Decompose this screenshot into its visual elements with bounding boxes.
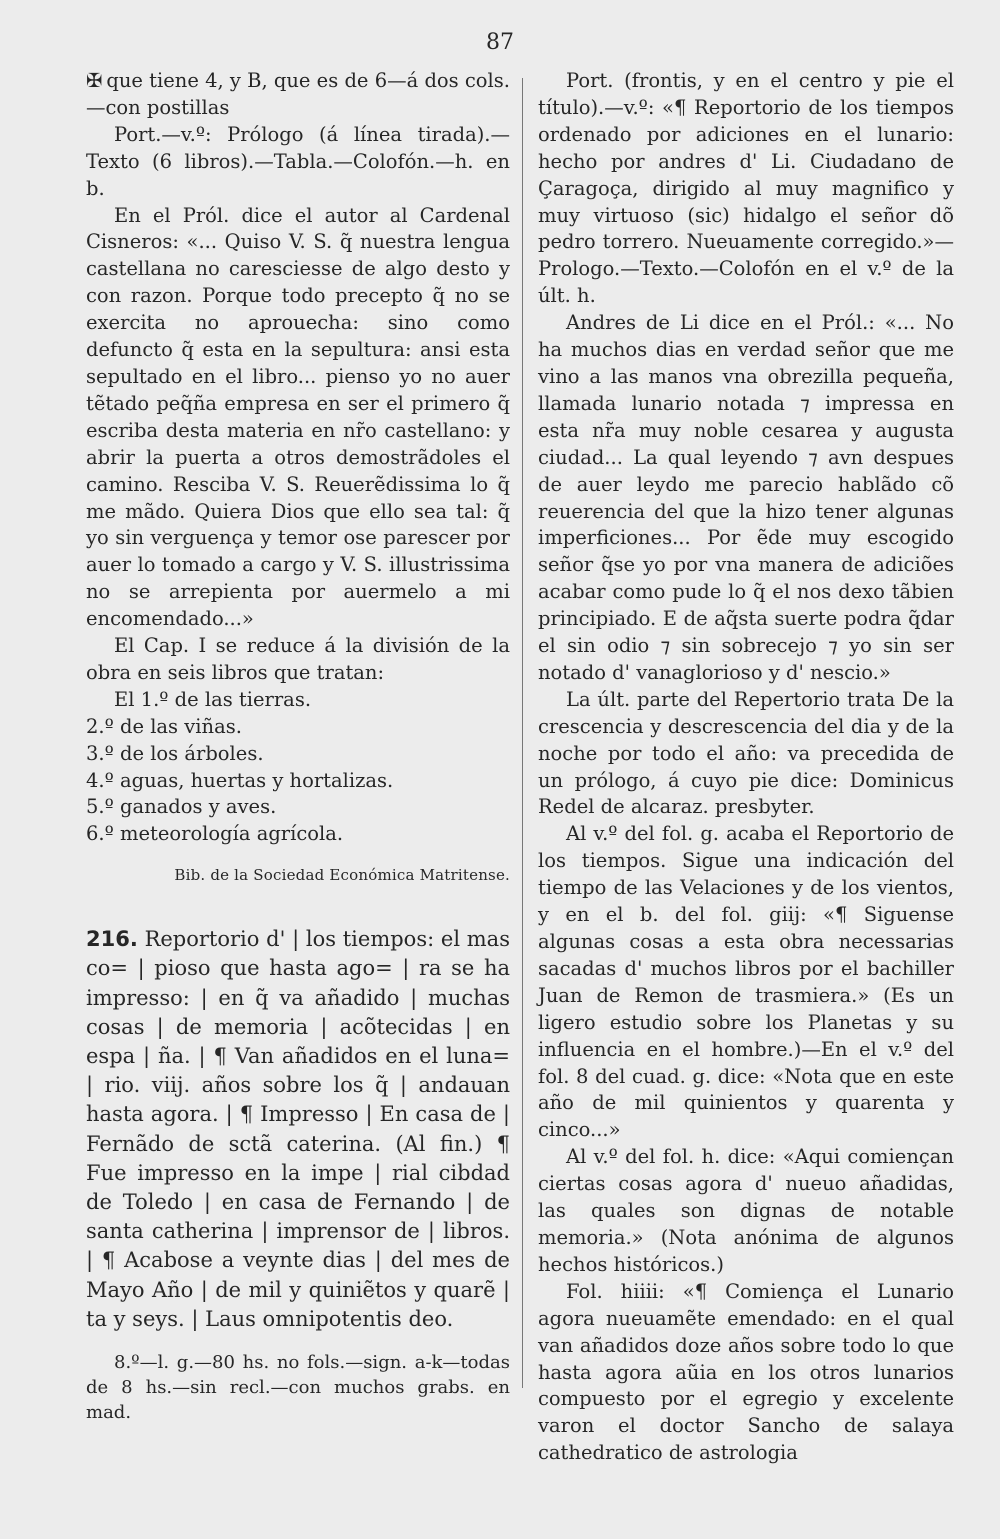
book-list-item: 5.º ganados y aves. xyxy=(86,795,277,819)
paragraph-continuation-text: que tiene 4, y B, que es de 6—á dos cols.—con postillas xyxy=(86,69,510,119)
paragraph-prologo-andres-de-li: Andres de Li dice en el Pról.: «... No ha muchos dias en verdad señor que me vino a las manos vna obrezilla pequeña, llamada lunario notada ⁊ impressa en esta nr̃a muy noble cesarea y augusta ciudad... La qual leyendo ⁊ avn despues de auer leydo me parecio hablãdo cõ reuerencia del que la hizo tener algunas imperficiones... Por ẽde muy escogido señor q̃se yo por vna manera de adiciões acabar como pude lo q̃ el nos dexo tãbien principiado. E de aq̃sta suerte podra q̃dar el sin odio ⁊ sin sobrecejo ⁊ yo sin ser notado d' vanaglorioso y d' nescio.» xyxy=(538,311,954,684)
book-list-item: El 1.º de las tierras. xyxy=(114,687,312,711)
entry-number: 216. xyxy=(86,927,138,952)
collation-note: 8.º—l. g.—80 hs. no fols.—sign. a-k—todas de 8 hs.—sin recl.—con muchos grabs. en mad. xyxy=(86,1352,510,1424)
paragraph-chapter-summary: El Cap. I se reduce á la división de la obra en seis libros que tratan: xyxy=(86,634,510,684)
cross-pattee-icon: ✠ xyxy=(86,69,103,92)
paragraph-portada: Port. (frontis, y en el centro y pie el título).—v.º: «¶ Reportorio de los tiempos ordenado por adiciones en el lunario: hecho por andres d' Li. Ciudadano de Çaragoça, dirigido al muy magnifico y muy virtuoso (sic) hidalgo el señor dõ pedro torrero. Nueuamente corregido.»—Prologo.—Texto.—Colofón en el v.º de la últ. h. xyxy=(538,69,954,308)
paragraph-fol-h: Al v.º del fol. h. dice: «Aqui comiençan ciertas cosas agora d' nueuo añadidas, las quales son dignas de notable memoria.» (Nota anónima de algunos hechos históricos.) xyxy=(538,1145,954,1276)
paragraph-fol-hiiii: Fol. hiiii: «¶ Comiença el Lunario agora nueuamẽte emendado: en el qual van añadidos doze años sobre todo lo que hasta agora aũia en los otros lunarios compuesto por el egregio y excelente varon el doctor Sancho de salaya cathedratico de astrologia xyxy=(538,1279,954,1465)
bibliographic-entry xyxy=(86,925,510,1334)
page-number: 87 xyxy=(486,30,514,55)
book-list-item: 3.º de los árboles. xyxy=(86,741,264,765)
column-divider xyxy=(522,78,523,1388)
right-column xyxy=(538,68,954,1467)
left-column xyxy=(86,68,510,1425)
entry-title-transcription: Reportorio d' | los tiempos: el mas co= | pioso que hasta ago= | ra se ha impresso: | en q̃ va añadido | muchas cosas | de memoria | acõtecidas | en espa | ña. | ¶ Van añadidos en el luna= | rio. viij. años sobre los q̃ | andauan hasta agora. | ¶ Impresso | En casa de | Fernãdo de sctã caterina. (Al fin.) ¶ Fue impresso en la impe | rial cibdad de Toledo | en casa de Fernando | de santa catherina | imprensor de | libros. | ¶ Acabose a veynte dias | del mes de Mayo Año | de mil y quiniẽtos y quarẽ | ta y seys. | Laus omnipotentis deo. xyxy=(86,927,510,1331)
paragraph-continuation xyxy=(86,68,510,122)
book-list-item: 4.º aguas, huertas y hortalizas. xyxy=(86,768,394,792)
book-list-item: 6.º meteorología agrícola. xyxy=(86,822,344,846)
library-source-note: Bib. de la Sociedad Económica Matritense. xyxy=(174,866,510,885)
paragraph-fol-g: Al v.º del fol. g. acaba el Reportorio de los tiempos. Sigue una indicación del tiempo de las Velaciones y de los vientos, y en el b. del fol. giij: «¶ Siguense algunas cosas a esta obra necessarias sacadas d' muchos libros por el bachiller Juan de Remon de trasmiera.» (Es un ligero estudio sobre los Planetas y su influencia en el hombre.)—En el v.º del fol. 8 del cuad. g. dice: «Nota que en este año de mil quinientos y quarenta y cinco...» xyxy=(538,822,954,1142)
book-list-item: 2.º de las viñas. xyxy=(86,714,242,738)
paragraph-ultima-parte: La últ. parte del Repertorio trata De la crescencia y descrescencia del dia y de la noche por todo el año: va precedida de un prólogo, á cuyo pie dice: Dominicus Redel de alcaraz. presbyter. xyxy=(538,687,954,819)
paragraph-description: Port.—v.º: Prólogo (á línea tirada).—Texto (6 libros).—Tabla.—Colofón.—h. en b. xyxy=(86,122,510,200)
paragraph-prologue-quote: En el Pról. dice el autor al Cardenal Cisneros: «... Quiso V. S. q̃ nuestra lengua castellana no caresciesse de algo desto y con razon. Porque todo precepto q̃ no se exercita no aprouecha: sino como defuncto q̃ esta en la sepultura: ansi esta sepultado en el libro... pienso yo no auer tẽtado peq̃ña empresa en ser el primero q̃ escriba desta materia en nr̃o castellano: y abrir la puerta a otros demostrãdoles el camino. Resciba V. S. Reuerẽdissima lo q̃ me mãdo. Quiera Dios que ello sea tal: q̃ yo sin verguença y temor ose parescer por auer lo tomado a cargo y V. S. illustrissima no se arrepienta por auermelo a mi encomendado...» xyxy=(86,203,510,631)
